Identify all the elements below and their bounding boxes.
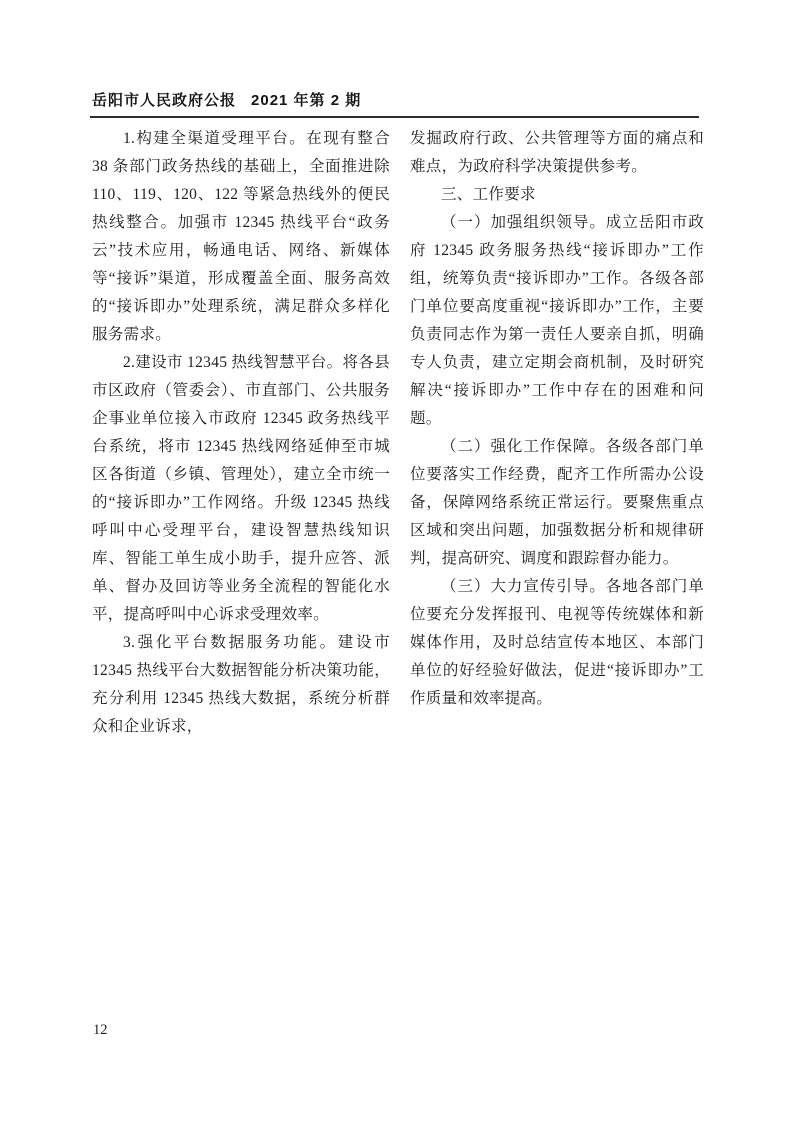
left-paragraph-1: 1.构建全渠道受理平台。在现有整合 38 条部门政务热线的基础上，全面推进除 110、119、120、122 等紧急热线外的便民热线整合。加强市 12345 热线平台“政务云”技术应用，畅通电话、网络、新媒体等“接诉”渠道，形成覆盖全面、服务高效的“接诉即办”处理系统，满足群众多样化服务需求。 [92,130,390,343]
right-paragraph-3: （三）大力宣传引导。各地各部门单位要充分发挥报刊、电视等传统媒体和新媒体作用，及时总结宣传本地区、本部门单位的好经验好做法，促进“接诉即办”工作质量和效率提高。 [410,578,704,707]
right-paragraph-2: （二）强化工作保障。各级各部门单位要落实工作经费，配齐工作所需办公设备，保障网络系统正常运行。要聚焦重点区域和突出问题，加强数据分析和规律研判，提高研究、调度和跟踪督办能力。 [410,438,704,567]
gazette-title: 岳阳市人民政府公报 [92,92,237,109]
left-column [92,125,390,741]
right-paragraph-1: （一）加强组织领导。成立岳阳市政府 12345 政务服务热线“接诉即办”工作组，统筹负责“接诉即办”工作。各级各部门单位要高度重视“接诉即办”工作，主要负责同志作为第一责任人要亲自抓，明确专人负责，建立定期会商机制，及时研究解决“接诉即办”工作中存在的困难和问题。 [410,214,704,427]
page-number: 12 [93,1022,108,1038]
paragraph-3-continuation: 发掘政府行政、公共管理等方面的痛点和难点，为政府科学决策提供参考。 [410,130,704,175]
page-header [92,89,361,110]
left-paragraph-3: 3.强化平台数据服务功能。建设市 12345 热线平台大数据智能分析决策功能，充分利用 12345 热线大数据，系统分析群众和企业诉求， [92,634,390,735]
issue-label: 2021 年第 2 期 [251,92,362,109]
header-divider [90,116,699,118]
right-column [410,125,704,713]
section-heading-work-requirements: 三、工作要求 [441,186,536,203]
left-paragraph-2: 2.建设市 12345 热线智慧平台。将各县市区政府（管委会）、市直部门、公共服务企事业单位接入市政府 12345 政务热线平台系统，将市 12345 热线网络延伸至市城区各街道（乡镇、管理处），建立全市统一的“接诉即办”工作网络。升级 12345 热线呼叫中心受理平台，建设智慧热线知识库、智能工单生成小助手，提升应答、派单、督办及回访等业务全流程的智能化水平，提高呼叫中心诉求受理效率。 [92,354,390,623]
